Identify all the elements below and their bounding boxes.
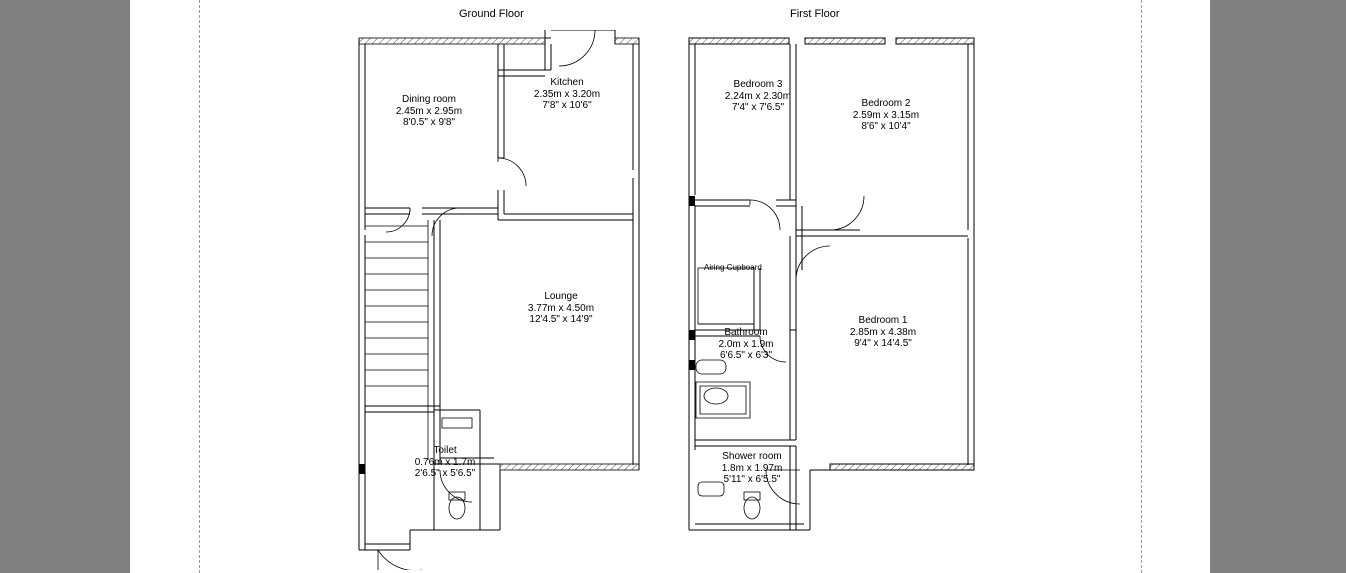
room-metric: 1.8m x 1.97m <box>721 462 783 474</box>
room-name: Lounge <box>544 291 578 302</box>
room-label-bedroom-2 <box>838 98 934 133</box>
margin-guide-right <box>1141 0 1142 573</box>
room-label-airing-cupboard <box>704 263 762 272</box>
room-imperial: 8'0.5" x 9'8" <box>402 117 456 128</box>
room-imperial: 12'4.5" x 14'9" <box>529 314 593 325</box>
room-imperial: 6'6.5" x 6'3" <box>719 350 773 361</box>
room-imperial: 7'4" x 7'6.5" <box>731 102 785 113</box>
room-label-dining <box>383 94 475 129</box>
room-imperial: 8'6" x 10'4" <box>861 121 911 132</box>
room-label-bathroom <box>700 327 792 362</box>
room-label-shower-room <box>700 451 804 486</box>
room-metric: 2.85m x 4.38m <box>849 326 917 338</box>
room-label-toilet <box>397 445 493 480</box>
room-metric: 2.35m x 3.20m <box>533 88 601 100</box>
room-imperial: 7'8" x 10'6" <box>542 100 592 111</box>
room-name: Kitchen <box>550 77 584 88</box>
room-name: Dining room <box>402 94 456 105</box>
room-metric: 0.76m x 1.7m <box>414 456 476 468</box>
room-name: Shower room <box>722 451 782 462</box>
room-imperial: 9'4" x 14'4.5" <box>854 338 912 349</box>
room-metric: 2.24m x 2.30m <box>724 90 792 102</box>
room-imperial: 5'11" x 6'5.5" <box>723 474 781 485</box>
ground-floor-title: Ground Floor <box>459 8 524 20</box>
room-label-kitchen <box>521 77 613 112</box>
first-floor-title: First Floor <box>790 8 840 20</box>
room-name: Toilet <box>433 445 457 456</box>
page-sheet <box>130 0 1210 573</box>
room-imperial: 2'6.5" x 5'6.5" <box>414 468 476 479</box>
room-name: Bathroom <box>724 327 768 338</box>
room-metric: 3.77m x 4.50m <box>527 302 595 314</box>
room-name: Bedroom 1 <box>858 315 908 326</box>
room-metric: 2.45m x 2.95m <box>395 105 463 117</box>
room-label-bedroom-1 <box>835 315 931 350</box>
room-metric: 2.0m x 1.9m <box>718 338 774 350</box>
margin-guide-left <box>199 0 200 573</box>
room-name: Bedroom 3 <box>733 79 783 90</box>
room-label-lounge <box>511 291 611 326</box>
room-label-bedroom-3 <box>710 79 806 114</box>
room-name: Bedroom 2 <box>861 98 911 109</box>
room-metric: 2.59m x 3.15m <box>852 109 920 121</box>
room-name: Airing Cupboard <box>704 263 762 272</box>
